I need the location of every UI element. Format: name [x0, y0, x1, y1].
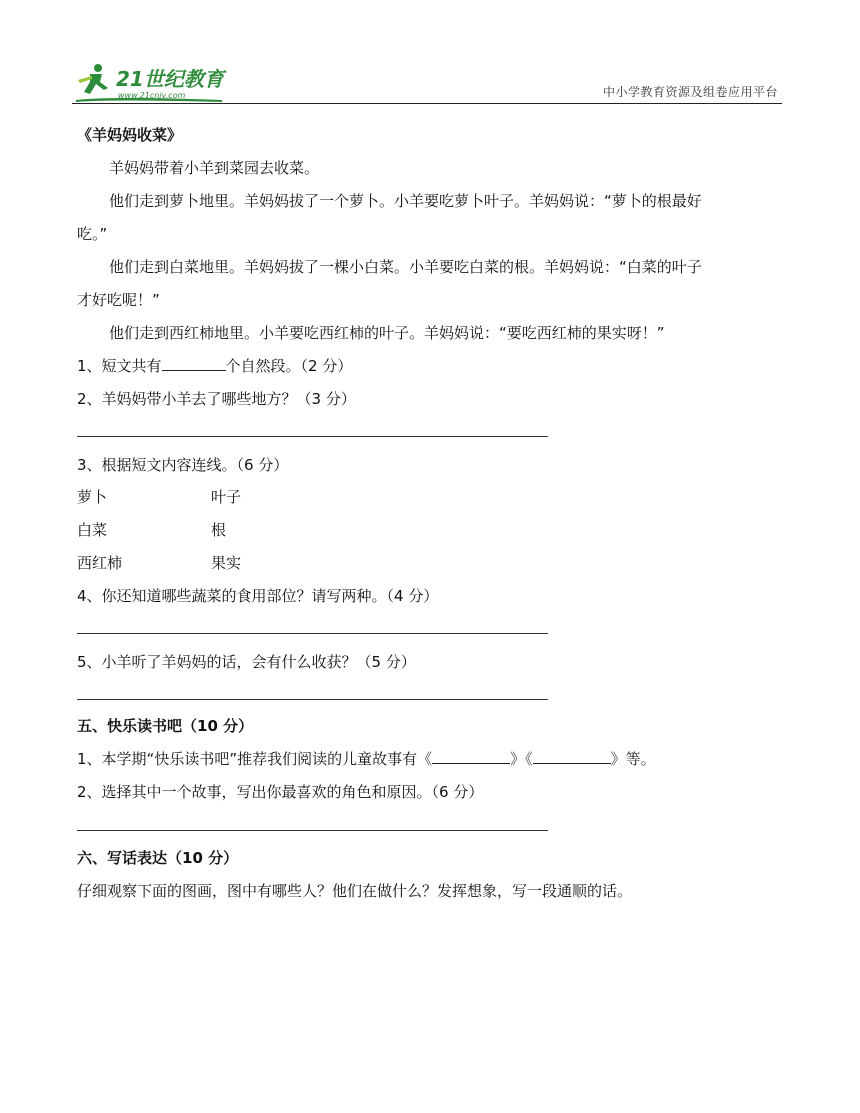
- question-5-answer-line[interactable]: [77, 699, 548, 700]
- question-4-answer-line[interactable]: [77, 633, 548, 634]
- question-1-blank[interactable]: [162, 356, 226, 371]
- section-5-question-2: 2、选择其中一个故事，写出你最喜欢的角色和原因。（6 分）: [77, 783, 484, 801]
- match-left-1[interactable]: 萝卜: [77, 488, 108, 506]
- match-left-3[interactable]: 西红柿: [77, 554, 123, 572]
- section-5-q1-text-after: 》等。: [610, 750, 656, 768]
- match-right-3[interactable]: 果实: [211, 554, 242, 572]
- passage-paragraph-1: 羊妈妈带着小羊到菜园去收菜。: [109, 159, 320, 177]
- question-5: 5、小羊听了羊妈妈的话，会有什么收获？（5 分）: [77, 653, 416, 671]
- page-header: [72, 60, 782, 106]
- passage-paragraph-4: 他们走到西红柿地里。小羊要吃西红柿的叶子。羊妈妈说：“要吃西红柿的果实呀！”: [109, 324, 665, 342]
- passage-paragraph-2-line-1: 他们走到萝卜地里。羊妈妈拔了一个萝卜。小羊要吃萝卜叶子。羊妈妈说：“萝卜的根最好: [109, 192, 702, 210]
- question-3: 3、根据短文内容连线。（6 分）: [77, 456, 289, 474]
- logo-sub-text: www.21cnjy.com: [118, 91, 186, 100]
- question-2: 2、羊妈妈带小羊去了哪些地方？（3 分）: [77, 390, 356, 408]
- question-1: [77, 356, 352, 376]
- header-platform-text: 中小学教育资源及组卷应用平台: [602, 85, 778, 99]
- match-right-2[interactable]: 根: [211, 521, 227, 539]
- header-divider: [72, 103, 782, 104]
- section-5-q1-text-mid: 》《: [510, 750, 533, 768]
- logo: [72, 60, 232, 104]
- passage-paragraph-3-line-1: 他们走到白菜地里。羊妈妈拔了一棵小白菜。小羊要吃白菜的根。羊妈妈说：“白菜的叶子: [109, 258, 702, 276]
- match-left-2[interactable]: 白菜: [77, 521, 108, 539]
- logo-main-text: 21世纪教育: [116, 67, 224, 91]
- question-4: 4、你还知道哪些蔬菜的食用部位？请写两种。（4 分）: [77, 587, 439, 605]
- passage-paragraph-3-line-2: 才好吃呢！”: [77, 291, 160, 309]
- book-title-blank-1[interactable]: [432, 749, 510, 764]
- book-title-blank-2[interactable]: [533, 749, 611, 764]
- section-5-q2-answer-line[interactable]: [77, 830, 548, 831]
- section-5-question-1: [77, 749, 656, 769]
- passage-paragraph-2-line-2: 吃。”: [77, 225, 108, 243]
- section-5-heading: 五、快乐读书吧（10 分）: [77, 717, 254, 735]
- match-right-1[interactable]: 叶子: [211, 488, 242, 506]
- section-5-q1-text-before: 1、本学期“快乐读书吧”推荐我们阅读的儿童故事有《: [77, 750, 433, 768]
- section-6-heading: 六、写话表达（10 分）: [77, 849, 239, 867]
- question-1-text-before: 1、短文共有: [77, 357, 162, 375]
- question-2-answer-line[interactable]: [77, 436, 548, 437]
- passage-title: 《羊妈妈收菜》: [77, 126, 183, 144]
- question-1-text-after: 个自然段。（2 分）: [225, 357, 353, 375]
- section-6-prompt: 仔细观察下面的图画，图中有哪些人？他们在做什么？发挥想象，写一段通顺的话。: [77, 882, 633, 900]
